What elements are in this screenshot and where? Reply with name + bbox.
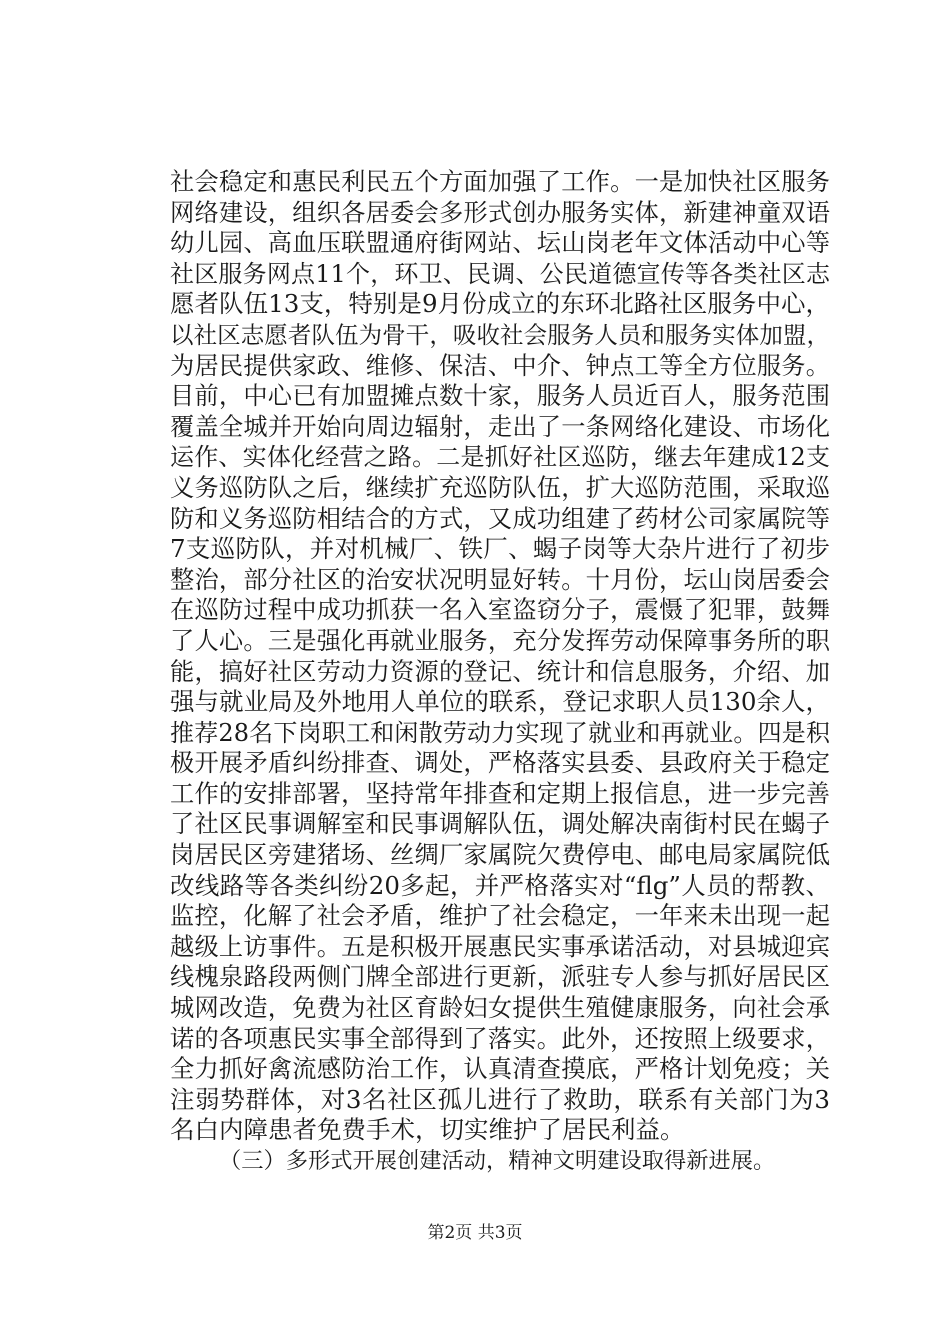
text-line: 岗居民区旁建猪场、丝绸厂家属院欠费停电、邮电局家属院低	[170, 840, 830, 870]
text-line: 社区服务网点11个，环卫、民调、公民道德宣传等各类社区志	[170, 259, 830, 288]
section-heading: （三）多形式开展创建活动，精神文明建设取得新进展。	[219, 1148, 776, 1174]
text-line: 能，搞好社区劳动力资源的登记、统计和信息服务，介绍、加	[170, 656, 830, 686]
text-line: 工作的安排部署，坚持常年排查和定期上报信息，进一步完善	[170, 778, 830, 808]
page-footer: 第2页 共3页	[427, 1223, 523, 1243]
text-line: 目前，中心已有加盟摊点数十家，服务人员近百人，服务范围	[170, 381, 830, 411]
text-line: 以社区志愿者队伍为骨干，吸收社会服务人员和服务实体加盟，	[170, 320, 830, 349]
text-line: 网络建设，组织各居委会多形式创办服务实体，新建神童双语	[170, 197, 830, 227]
text-line: 愿者队伍13支，特别是9月份成立的东环北路社区服务中心，	[170, 289, 830, 319]
text-line: 为居民提供家政、维修、保洁、中介、钟点工等全方位服务。	[170, 350, 830, 380]
text-line: 名白内障患者免费手术，切实维护了居民利益。	[170, 1115, 685, 1145]
text-line: 运作、实体化经营之路。二是抓好社区巡防，继去年建成12支	[170, 443, 830, 472]
text-line: 极开展矛盾纠纷排查、调处，严格落实县委、县政府关于稳定	[170, 748, 830, 778]
body-text	[170, 167, 830, 1177]
text-line: 城网改造，免费为社区育龄妇女提供生殖健康服务，向社会承	[170, 993, 830, 1023]
text-line: 幼儿园、高血压联盟通府街网站、坛山岗老年文体活动中心等	[170, 228, 830, 258]
text-line: 了社区民事调解室和民事调解队伍，调处解决南街村民在蝎子	[170, 809, 830, 839]
text-line: 全力抓好禽流感防治工作，认真清查摸底，严格计划免疫；关	[170, 1054, 830, 1084]
text-line: 7支巡防队，并对机械厂、铁厂、蝎子岗等大杂片进行了初步	[170, 534, 830, 564]
text-line: 义务巡防队之后，继续扩充巡防队伍，扩大巡防范围，采取巡	[170, 472, 830, 502]
text-line: 推荐28名下岗职工和闲散劳动力实现了就业和再就业。四是积	[170, 718, 830, 747]
text-line: 整治，部分社区的治安状况明显好转。十月份，坛山岗居委会	[170, 564, 830, 594]
text-line: 改线路等各类纠纷20多起，并严格落实对“flg”人员的帮教、	[170, 870, 830, 900]
text-line: 诺的各项惠民实事全部得到了落实。此外，还按照上级要求，	[170, 1023, 830, 1053]
text-line: 防和义务巡防相结合的方式，又成功组建了药材公司家属院等	[170, 503, 830, 533]
text-line: 在巡防过程中成功抓获一名入室盗窃分子，震慑了犯罪，鼓舞	[170, 595, 830, 625]
text-line: 越级上访事件。五是积极开展惠民实事承诺活动，对县城迎宾	[170, 931, 830, 961]
text-line: 线槐泉路段两侧门牌全部进行更新，派驻专人参与抓好居民区	[170, 962, 830, 992]
text-line: 监控，化解了社会矛盾，维护了社会稳定，一年来未出现一起	[170, 901, 830, 931]
text-line: 了人心。三是强化再就业服务，充分发挥劳动保障事务所的职	[170, 625, 830, 655]
text-line: 注弱势群体，对3名社区孤儿进行了救助，联系有关部门为3	[170, 1084, 830, 1114]
text-line: 覆盖全城并开始向周边辐射，走出了一条网络化建设、市场化	[170, 411, 830, 441]
text-line: 社会稳定和惠民利民五个方面加强了工作。一是加快社区服务	[170, 167, 830, 196]
text-line: 强与就业局及外地用人单位的联系，登记求职人员130余人，	[170, 687, 830, 717]
